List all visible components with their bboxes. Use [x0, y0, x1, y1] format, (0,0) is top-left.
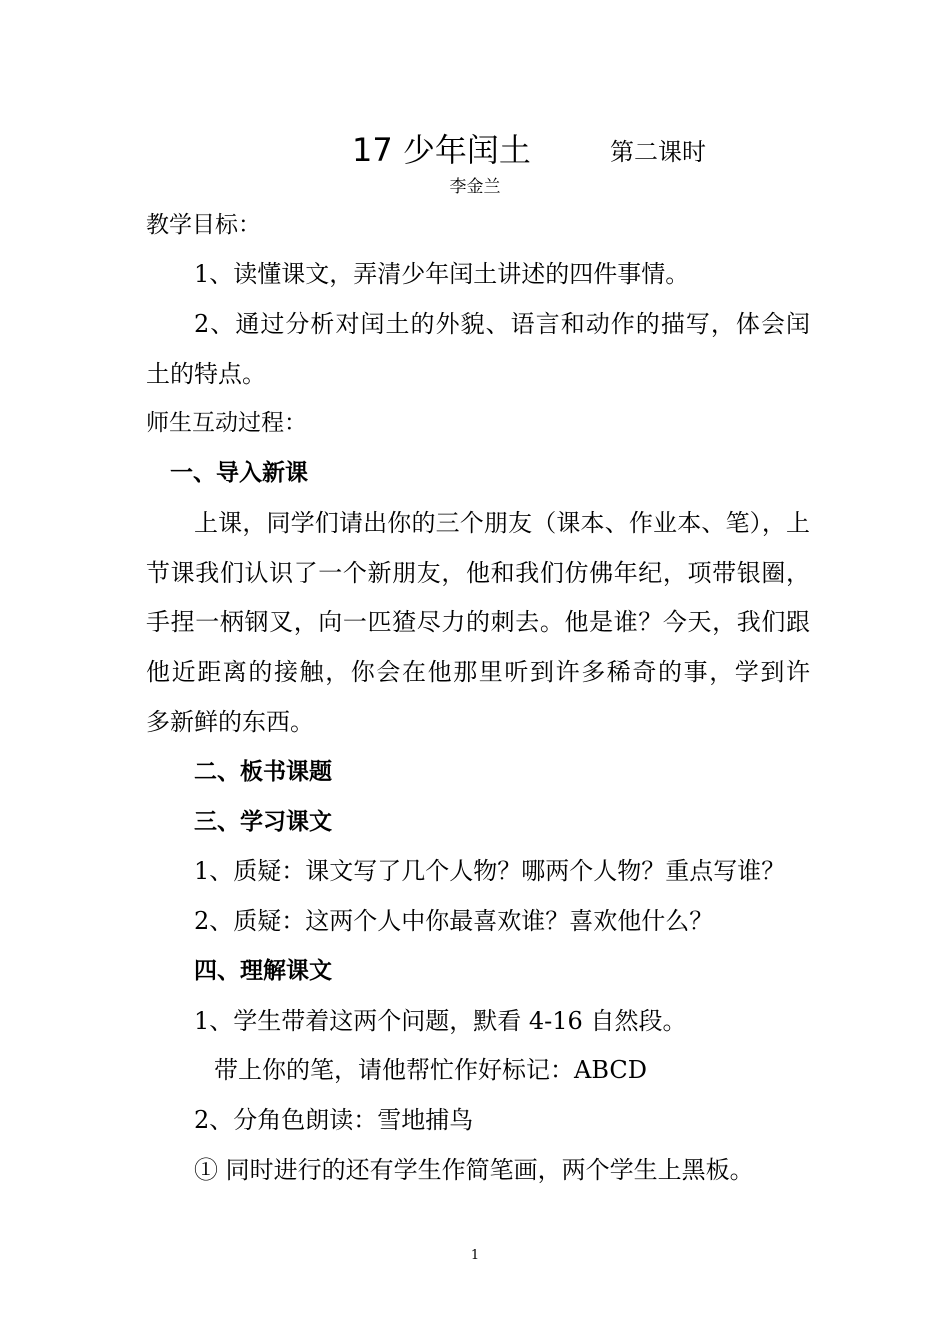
step-2: 2、分角色朗读：雪地捕鸟 [194, 1106, 474, 1134]
intro-line-1: 上课，同学们请出你的三个朋友（课本、作业本、笔），上 [194, 509, 810, 537]
question-1: 1、质疑：课文写了几个人物？哪两个人物？重点写谁？ [194, 857, 786, 885]
step-1: 1、学生带着这两个问题，默看 4-16 自然段。 [194, 1007, 687, 1035]
title-row [0, 128, 950, 172]
objective-2-line-2: 土的特点。 [146, 360, 266, 388]
objectives-heading: 教学目标： [146, 212, 261, 238]
intro-line-4: 他近距离的接触，你会在他那里听到许多稀奇的事，学到许 [146, 658, 810, 686]
author-name: 李金兰 [449, 177, 501, 197]
intro-line-5: 多新鲜的东西。 [146, 708, 314, 736]
lesson-title: 17 少年闰土 [352, 131, 531, 169]
part-2-heading: 二、板书课题 [194, 759, 332, 785]
step-2-note: ① 同时进行的还有学生作简笔画，两个学生上黑板。 [194, 1156, 754, 1184]
process-heading: 师生互动过程： [146, 410, 307, 436]
intro-line-3: 手捏一柄钢叉，向一匹猹尽力的刺去。他是谁？今天，我们跟 [146, 608, 810, 636]
step-1-note: 带上你的笔，请他帮忙作好标记：ABCD [214, 1056, 648, 1084]
part-1-heading: 一、导入新课 [170, 460, 308, 486]
question-2: 2、质疑：这两个人中你最喜欢谁？喜欢他什么？ [194, 907, 714, 935]
page-number: 1 [470, 1248, 480, 1263]
lesson-period: 第二课时 [610, 138, 706, 166]
objective-2-line-1: 2、通过分析对闰土的外貌、语言和动作的描写，体会闰 [194, 310, 810, 338]
intro-line-2: 节课我们认识了一个新朋友，他和我们仿佛年纪，项带银圈， [146, 559, 810, 587]
part-3-heading: 三、学习课文 [194, 809, 332, 835]
objective-1: 1、读懂课文，弄清少年闰土讲述的四件事情。 [194, 260, 690, 288]
part-4-heading: 四、理解课文 [194, 958, 332, 984]
